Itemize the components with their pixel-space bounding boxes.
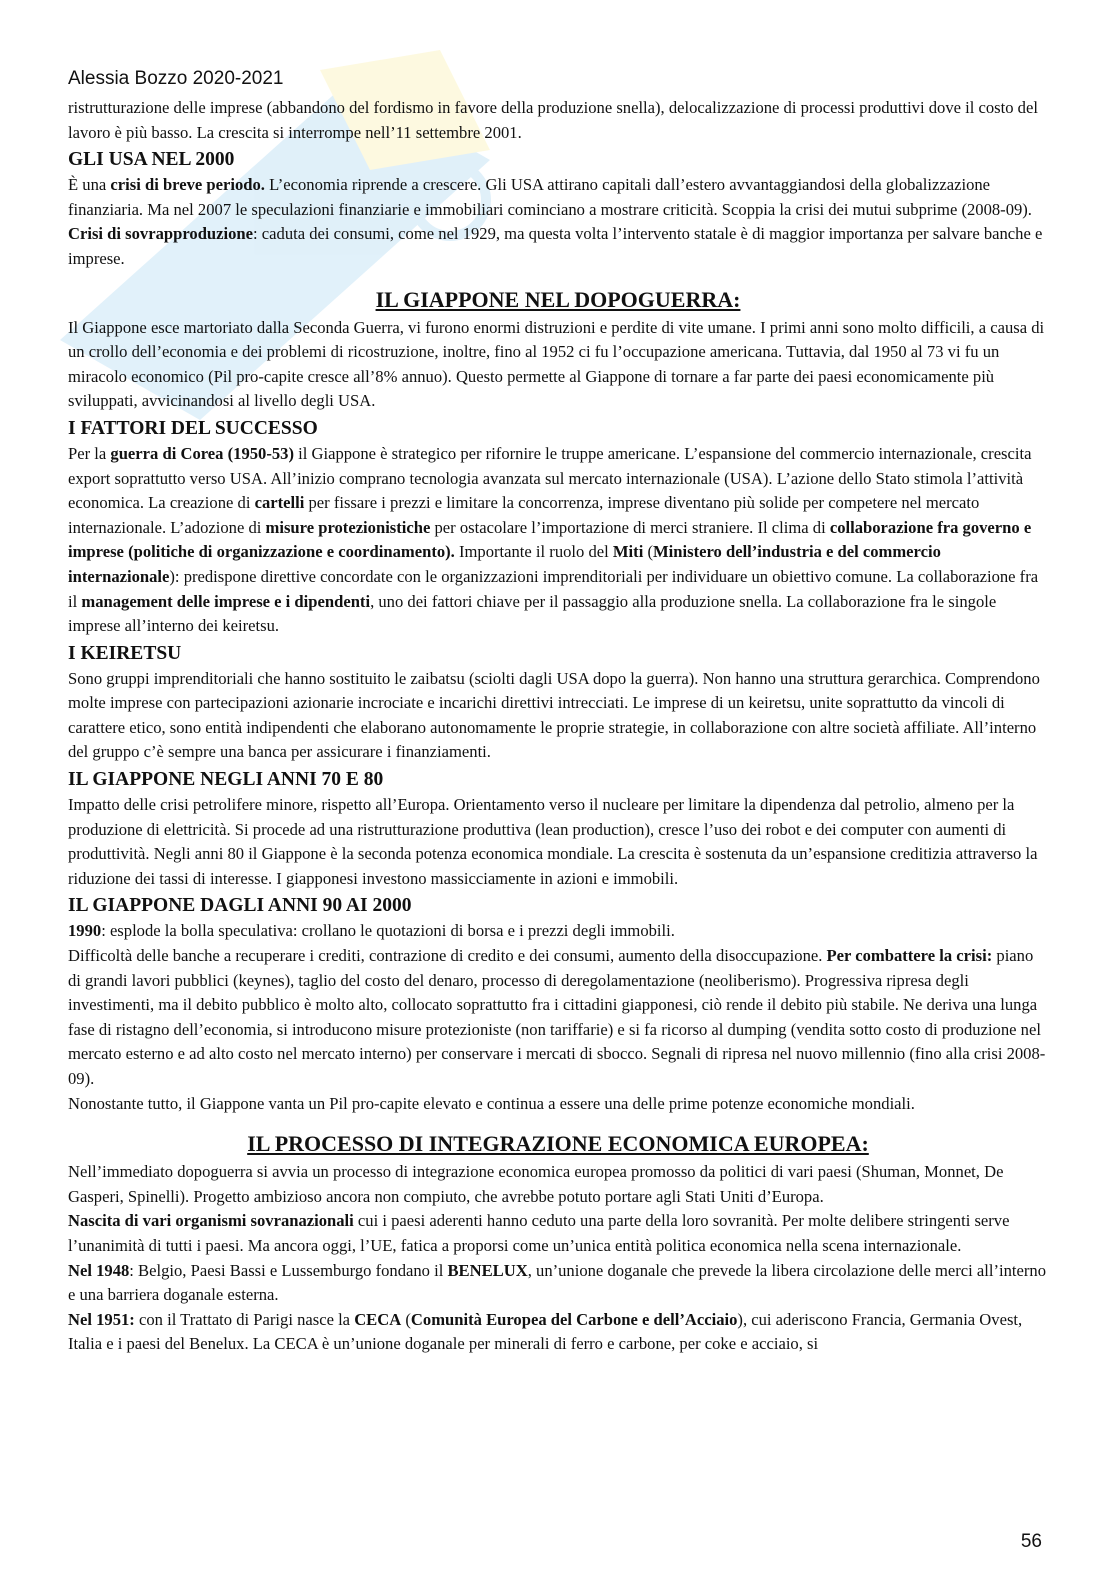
page-number: 56 [1020,1531,1042,1552]
japan-intro-paragraph: Il Giappone esce martoriato dalla Seconda Guerra, vi furono enormi distruzioni e perdite di vite umane. I primi anni sono molto difficili, a causa di un crollo dell’economia e dei problemi di ricostruzione, inoltre, fino al 1952 ci fu l’occupazione americana. Tuttavia, dal 1950 al 73 vi fu un miracolo economico (Pil pro-capite cresce all’8% annuo). Questo permette al Giappone di tornare a far parte dei paesi economicamente più sviluppati, avvicinandosi al livello degli USA. [68,317,1045,411]
page-header: Alessia Bozzo 2020-2021 [68,68,284,89]
heading-usa-2000: GLI USA NEL 2000 [68,149,235,171]
europe-organisms-paragraph: Nascita di vari organismi sovranazionali cui i paesi aderenti hanno ceduto una parte della loro sovranità. Per molte delibere stringenti serve l’unanimità di tutti i paesi. Ma ancora oggi, l’UE, fatica a proporsi come un’unica entità politica economica nella scena internazionale. [68,1211,1010,1255]
intro-paragraph: ristrutturazione delle imprese (abbandono del fordismo in favore della produzione snella), delocalizzazione di processi produttivi dove il costo del lavoro è più basso. La crescita si interrompe nell’11 settembre 2001. [68,98,1038,142]
document-body [68,96,1048,1357]
heading-japan-90-2000: IL GIAPPONE DAGLI ANNI 90 AI 2000 [68,895,412,917]
section-title-japan: IL GIAPPONE NEL DOPOGUERRA: [375,286,741,312]
heading-japan-70-80: IL GIAPPONE NEGLI ANNI 70 E 80 [68,769,384,791]
section-title-europe: IL PROCESSO DI INTEGRAZIONE ECONOMICA EUROPEA: [247,1131,869,1157]
japan-conclusion-paragraph: Nonostante tutto, il Giappone vanta un Pil pro-capite elevato e continua a essere una delle prime potenze economiche mondiali. [68,1093,915,1113]
japan-70-80-paragraph: Impatto delle crisi petrolifere minore, rispetto all’Europa. Orientamento verso il nucleare per limitare la dipendenza dal petrolio, almeno per la produzione di elettricità. Si procede ad una ristrutturazione produttiva (lean production), cresce l’uso dei robot e dei computer con aumenti di produttività. Negli anni 80 il Giappone è la seconda potenza economica mondiale. La crescita è sostenuta da un’espansione creditizia attraverso la riduzione dei tassi di interesse. I giapponesi investono massicciamente in azioni e immobili. [68,795,1038,888]
japan-crisis-paragraph: Difficoltà delle banche a recuperare i crediti, contrazione di credito e dei consumi, aumento della disoccupazione. Per combattere la crisi: piano di grandi lavori pubblici (keynes), taglio del costo del denaro, processo di deregolamentazione (neoliberismo). Progressiva ripresa degli investimenti, ma il debito pubblico è molto alto, collocato soprattutto fra i cittadini giapponesi, ciò rende il debito più stabile. Ne deriva una lunga fase di ristagno dell’economia, si introducono misure protezioniste (non tariffarie) e si fa ricorso al dumping (vendita sotto costo di produzione nel mercato esterno e ad alto costo nel mercato interno) per conservare i mercati di sbocco. Segnali di ripresa nel nuovo millennio (fino alla crisi 2008-09). [68,946,1046,1088]
keiretsu-paragraph: Sono gruppi imprenditoriali che hanno sostituito le zaibatsu (sciolti dagli USA dopo la guerra). Non hanno una struttura gerarchica. Comprendono molte imprese con partecipazioni azionarie incrociate e incarichi direttivi intrecciati. Le imprese di un keiretsu, unite soprattutto da vincoli di carattere etico, sono entità indipendenti che elaborano autonomamente le proprie strategie, in collaborazione con altre società affiliate. All’interno del gruppo c’è sempre una banca per assicurare i finanziamenti. [68,668,1040,762]
europe-1948-paragraph: Nel 1948: Belgio, Paesi Bassi e Lussemburgo fondano il BENELUX, un’unione doganale che prevede la libera circolazione delle merci all’interno e una barriera doganale esterna. [68,1260,1047,1305]
success-factors-paragraph: Per la guerra di Corea (1950-53) il Giappone è strategico per rifornire le truppe americane. L’espansione del commercio internazionale, crescita export soprattutto verso USA. All’inizio comprano tecnologia avanzata sul mercato internazionale (USA). L’azione dello Stato stimola l’attività economica. La creazione di cartelli per fissare i prezzi e limitare la concorrenza, imprese diventano più solide per competere nel mercato internazionale. L’adozione di misure protezionistiche per ostacolare l’importazione di merci straniere. Il clima di collaborazione fra governo e imprese (politiche di organizzazione e coordinamento). Importante il ruolo del Miti (Ministero dell’industria e del commercio internazionale): predispone direttive concordate con le organizzazioni imprenditoriali per individuare un obiettivo comune. La collaborazione fra il management delle imprese e i dipendenti, uno dei fattori chiave per il passaggio alla produzione snella. La collaborazione fra le singole imprese all’interno dei keiretsu. [68,443,1039,636]
japan-1990-paragraph: 1990: esplode la bolla speculativa: crollano le quotazioni di borsa e i prezzi degli immobili. [68,921,675,941]
heading-success-factors: I FATTORI DEL SUCCESSO [68,417,318,439]
europe-intro-paragraph: Nell’immediato dopoguerra si avvia un processo di integrazione economica europea promosso da politici di vari paesi (Shuman, Monnet, De Gasperi, Spinelli). Progetto ambizioso ancora non compiuto, che avrebbe potuto portare agli Stati Uniti d’Europa. [68,1162,1004,1206]
europe-1951-paragraph: Nel 1951: con il Trattato di Parigi nasce la CECA (Comunità Europea del Carbone e dell’Acciaio), cui aderiscono Francia, Germania Ovest, Italia e i paesi del Benelux. La CECA è un’unione doganale per minerali di ferro e carbone, per coke e acciaio, si [68,1309,1023,1354]
heading-keiretsu: I KEIRETSU [68,642,182,664]
usa-2000-paragraph: È una crisi di breve periodo. L’economia riprende a crescere. Gli USA attirano capitali dall’estero avvantaggiandosi della globalizzazione finanziaria. Ma nel 2007 le speculazioni finanziarie e immobiliari cominciano a mostrare criticità. Scoppia la crisi dei mutui subprime (2008-09). Crisi di sovrapproduzione: caduta dei consumi, come nel 1929, ma questa volta l’intervento statale è di maggior importanza per salvare banche e imprese. [68,175,1043,268]
